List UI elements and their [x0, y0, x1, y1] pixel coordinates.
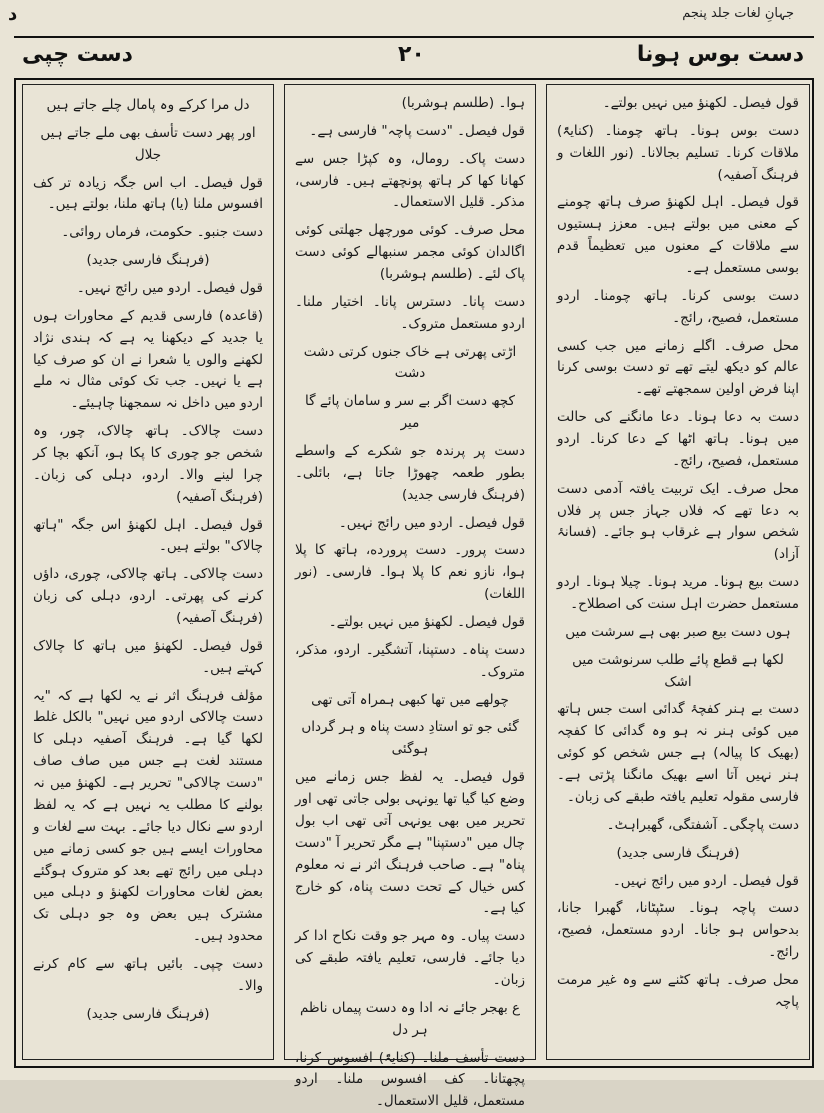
verse-line: اڑتی پھرتی ہے خاک جنوں کرتی دشت دشت — [303, 343, 517, 382]
entry-paragraph: محل صرف۔ ہاتھ کٹنے سے وہ غیر مرمت پاچہ — [557, 971, 799, 1010]
entry-paragraph: قول فیصل۔ اب اس جگہ زیادہ تر کف افسوس ملنا (یا) ہاتھ ملنا، بولتے ہیں۔ — [33, 174, 263, 213]
source-citation: (فرہنگ فارسی جدید) — [616, 844, 740, 861]
column-middle — [284, 84, 536, 1110]
entry-paragraph: دست بوسی کرنا۔ ہاتھ چومنا۔ اردو مستعمل، فصیح، رائج۔ — [557, 287, 799, 326]
entry-paragraph: دست پر پرندہ جو شکرے کے واسطے بطور طعمہ چھوڑا جاتا ہے، بائلی۔ (فرہنگ فارسی جدید) — [295, 443, 525, 503]
verse-line: ع بھجر جائے نہ ادا وہ دست پیماں ناظم ہر دل — [299, 999, 521, 1038]
entry-paragraph: دست پاچہ ہونا۔ سٹپٹانا، گھبرا جانا، بدحواس ہو جانا۔ اردو مستعمل، فصیح، رائج۔ — [557, 900, 799, 961]
entry-paragraph: دست جنبو۔ حکومت، فرماں روائی۔ — [61, 224, 263, 241]
entry-paragraph: قول فیصل۔ لکھنؤ میں نہیں بولتے۔ — [328, 614, 525, 631]
series-title: جہانِ لغات جلد پنجم — [682, 6, 794, 21]
entry-paragraph: دست پاک۔ رومال، وہ کپڑا جس سے کھانا کھا کر ہاتھ پونچھتے ہیں۔ فارسی، مذکر۔ قلیل الاستعمال۔ — [295, 150, 525, 211]
entry-paragraph: دست پرور۔ دست پرورده، ہاتھ کا پلا ہوا، نازو نعم کا پلا ہوا۔ فارسی۔ (نور اللغات) — [295, 542, 525, 603]
entry-paragraph: دست پاچگی۔ آشفتگی، گھبراہٹ۔ — [606, 816, 799, 833]
entry-paragraph: قول فیصل۔ لکھنؤ میں ہاتھ کا چالاک کہتے ہیں۔ — [33, 637, 263, 676]
verse-line: چولھے میں تھا کبھی ہمراہ آتی تھی — [311, 691, 509, 708]
verse-line: اور پھر دست تأسف بھی ملے جاتے ہیں جلال — [40, 124, 256, 163]
entry-paragraph: دست بوس ہونا۔ ہاتھ چومنا۔ (کنایۃً) ملاقات کرنا۔ تسلیم بجالانا۔ (نور اللغات و فرہنگ آصفیہ) — [557, 122, 799, 183]
entry-paragraph: دست چپی۔ بائیں ہاتھ سے کام کرنے والا۔ — [33, 955, 263, 994]
entry-paragraph: محل صرف۔ کوئی مورچھل جھلتی کوئی اگالدان کوئی مجمر سنبھالے کوئی دست پاک لئے۔ (طلسم ہوشربا) — [295, 222, 525, 283]
header-first-entry: دست بوس ہونا — [636, 42, 804, 67]
corner-mark: د — [8, 4, 18, 25]
page-number: ۲۰ — [398, 42, 425, 67]
entry-paragraph: محل صرف۔ اگلے زمانے میں جب کسی عالم کو دیکھ لیتے تھے تو دست بوسی کرنا اپنا فرض اولین سمجھتے تھے۔ — [557, 337, 799, 398]
entry-paragraph: (قاعدہ) فارسی قدیم کے محاورات ہوں یا جدید کے دیکھنا یہ ہے کہ ہندی نژاد لکھنے والوں یا شعرا نے ان کو صرف کیا ہے یا نہیں۔ جب تک کوئی مثال نہ ملے اردو میں داخل نہ سمجھنا چاہیئے۔ — [33, 307, 263, 412]
entry-paragraph: قول فیصل۔ اردو میں رائج نہیں۔ — [338, 514, 525, 531]
entry-paragraph: قول فیصل۔ اردو میں رائج نہیں۔ — [612, 872, 799, 889]
header-last-entry: دست چپی — [22, 42, 133, 67]
entry-paragraph: مؤلف فرہنگ اثر نے یہ لکھا ہے کہ "یہ دست چالاکی اردو میں نہیں" بالکل غلط لکھا گیا ہے۔ فرہنگ آصفیہ دہلی کا مستند لغت ہے جس میں صاف صاف "دست چالاکی" تحریر ہے۔ لکھنؤ میں نہ بولنے کا مطلب یہ نہیں ہے کہ یہ لفظ اردو سے نکال دیا جائے۔ بہت سے لغات و محاورات ایسے ہیں جو کسی زمانے میں دہلی میں رائج تھے بعد کو متروک ہوگئے بعض لغات محاورات لکھنؤ و دہلی میں مشترک ہیں بعض وہ جو دہلی تک محدود ہیں۔ — [33, 687, 263, 945]
source-citation: (فرہنگ فارسی جدید) — [86, 1005, 210, 1022]
entry-paragraph: قول فیصل۔ یہ لفظ جس زمانے میں وضع کیا گیا تھا یونہی بولی جاتی تھی اور تحریر میں بھی یونہی آتی تھی اب بول چال میں "دستپنا" ہے مگر تحریر آ "دست پناہ" ہے۔ صاحب فرہنگ اثر نے نہ معلوم کس خیال کے تحت دست پناہ، کو خارج کیا ہے۔ — [295, 769, 525, 917]
entry-paragraph: دست چالاک۔ ہاتھ چالاک، چور، وہ شخص جو چوری کا پکا ہو، آنکھ بچا کر چرا لینے والا۔ اردو، دہلی کی زبان۔ (فرہنگ آصفیہ) — [33, 423, 263, 505]
top-row — [0, 0, 824, 34]
entry-paragraph: ہوا۔ (طلسم ہوشربا) — [401, 95, 525, 111]
verse-line: گئی جو تو استادِ دست پناہ و ہر گرداں ہوگئی — [301, 719, 519, 758]
verse-line: ہوں دست بیع صبر بھی ہے سرشت میں — [565, 623, 791, 640]
entry-paragraph: دست پانا۔ دسترس پانا۔ اختیار ملنا۔ اردو مستعمل متروک۔ — [295, 293, 525, 332]
entry-paragraph: دست تأسف ملنا۔ (کنایۃً) افسوس کرنا، پچھتانا۔ کف افسوس ملنا۔ اردو مستعمل، قلیل الاستعمال۔ — [295, 1049, 525, 1110]
entry-paragraph: محل صرف۔ ایک تربیت یافتہ آدمی دست بہ دعا تھے کہ فلاں جہاز جس پر فلاں شخص سوار ہے غرقاب ہو جائے۔ (فسانۂ آزاد) — [557, 480, 799, 563]
column-left — [22, 84, 274, 1060]
entry-paragraph: دست بے ہنر کفچۂ گدائی است جس ہاتھ میں کوئی ہنر نہ ہو وہ گدائی کا کفچہ (بھیک کا پیالہ) ہے جس شخص کو کوئی ہنر نہیں آتا اسے بھیک مانگنا پڑتی ہے۔ فارسی مقولہ تعلیم یافتہ طبقے کی زبان۔ — [557, 701, 799, 805]
running-header — [14, 36, 814, 80]
entry-paragraph: دست بہ دعا ہونا۔ دعا مانگنے کی حالت میں ہونا۔ ہاتھ اٹھا کے دعا کرنا۔ اردو مستعمل، فصیح، رائج۔ — [557, 409, 799, 469]
verse-line: کچھ دست اگر بے سر و سامان پائے گا میر — [305, 393, 515, 432]
entry-paragraph: دست پیاں۔ وہ مہر جو وقت نکاح ادا کر دیا جائے۔ فارسی، تعلیم یافتہ طبقے کی زبان۔ — [295, 928, 525, 988]
entry-paragraph: قول فیصل۔ اہل لکھنؤ اس جگہ "ہاتھ چالاک" بولتے ہیں۔ — [33, 516, 263, 555]
entry-paragraph: دست بیع ہونا۔ مرید ہونا۔ چیلا ہونا۔ اردو مستعمل حضرت اہل سنت کی اصطلاح۔ — [557, 574, 799, 613]
entry-paragraph: دست پناہ۔ دستپنا، آتشگیر۔ اردو، مذکر، متروک۔ — [295, 641, 525, 680]
entry-paragraph: قول فیصل۔ "دست پاچہ" فارسی ہے۔ — [309, 122, 525, 139]
entry-paragraph: قول فیصل۔ اہل لکھنؤ صرف ہاتھ چومنے کے معنی میں بولتے ہیں۔ معزز ہستیوں سے ملاقات کے معنوں میں تعظیماً قدم بوسی مستعمل ہے۔ — [557, 194, 799, 277]
entry-paragraph: قول فیصل۔ لکھنؤ میں نہیں بولتے۔ — [602, 95, 799, 111]
entry-paragraph: دست چالاکی۔ ہاتھ چالاکی، چوری، داؤں کرنے کی پھرتی۔ اردو، دہلی کی زبان (فرہنگ آصفیہ) — [33, 566, 263, 627]
verse-line: لکھا ہے قطع پائے طلب سرنوشت میں اشک — [572, 651, 784, 690]
source-citation: (فرہنگ فارسی جدید) — [86, 252, 210, 269]
verse-line: دل مرا کرکے وہ پامال چلے جاتے ہیں — [46, 97, 250, 113]
column-right — [546, 84, 810, 1060]
entry-paragraph: قول فیصل۔ اردو میں رائج نہیں۔ — [76, 280, 263, 297]
